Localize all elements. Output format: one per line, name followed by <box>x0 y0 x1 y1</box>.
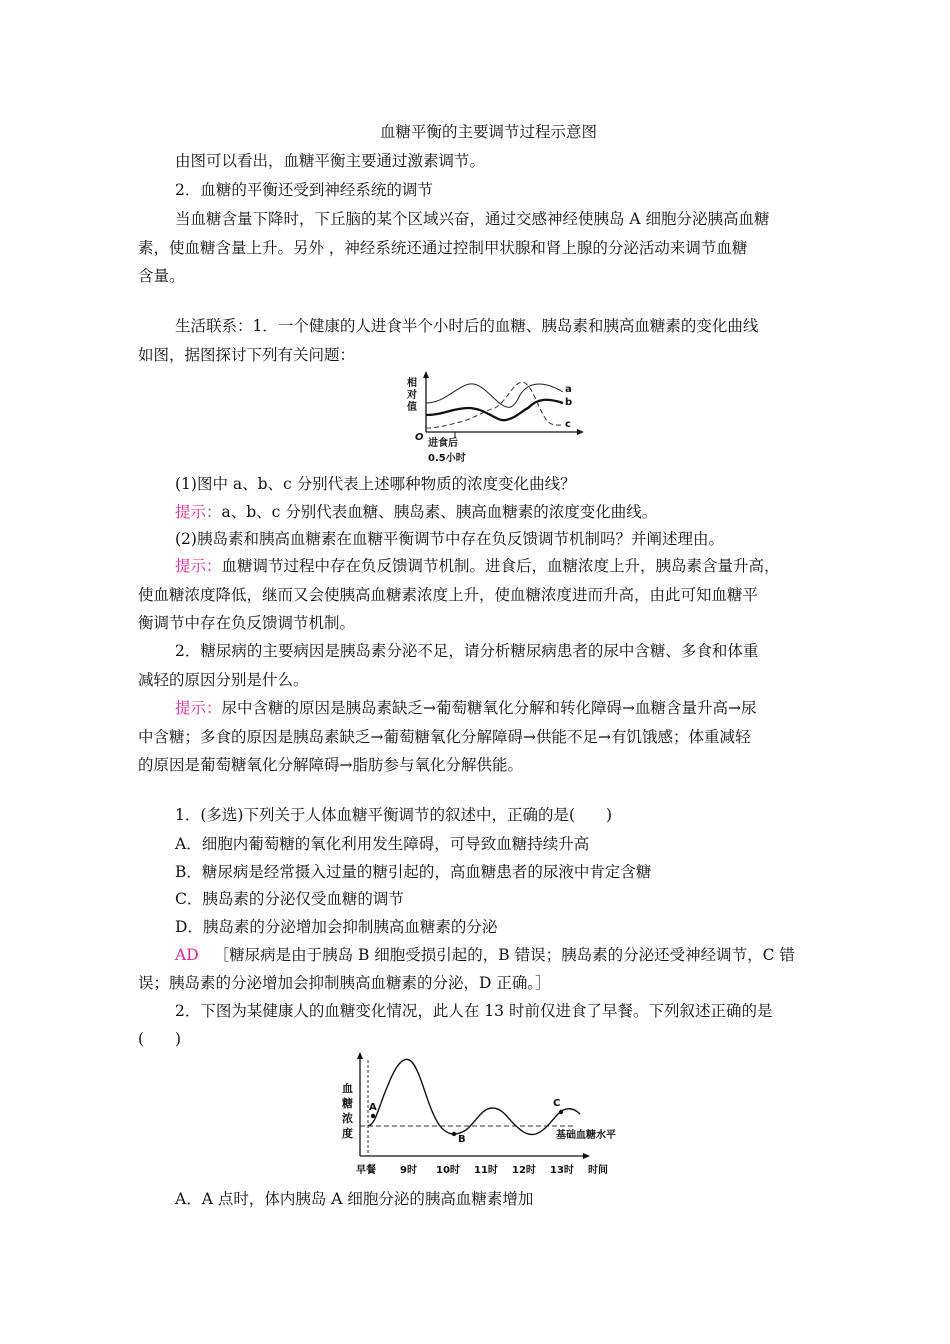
fig2-ylabel-4: 度 <box>342 1127 353 1140</box>
exercise-2-option-a: A．A 点时，体内胰岛 A 细胞分泌的胰高血糖素增加 <box>175 1190 534 1208</box>
exercise-2-stem-1: 2．下图为某健康人的血糖变化情况，此人在 13 时前仅进食了早餐。下列叙述正确的是 <box>175 1002 773 1020</box>
heading-2: 2．血糖的平衡还受到神经系统的调节 <box>175 181 433 199</box>
answer-2-line-3: 衡调节中存在负反馈调节机制。 <box>138 614 356 632</box>
life-link-line-1: 生活联系：1．一个健康的人进食半个小时后的血糖、胰岛素和胰高血糖素的变化曲线 <box>175 317 759 335</box>
question-3-line-2: 减轻的原因分别是什么。 <box>138 671 309 689</box>
fig1-origin: O <box>415 432 424 443</box>
curve-b-label: b <box>565 397 573 408</box>
xtick-13: 13时 <box>550 1165 574 1176</box>
answer-2-line-1 <box>175 556 780 576</box>
answer-3-line-2: 中含糖；多食的原因是胰岛素缺乏→葡萄糖氧化分解障碍→供能不足→有饥饿感；体重减轻 <box>138 728 751 746</box>
fig1-xlabel-2: 0.5小时 <box>428 453 466 464</box>
xtick-12: 12时 <box>512 1165 536 1176</box>
blood-sugar-figure <box>336 1050 626 1180</box>
answer-3-text-1: 尿中含糖的原因是胰岛素缺乏→葡萄糖氧化分解和转化障碍→血糖含量升高→尿 <box>221 699 757 717</box>
answer-3-line-3: 的原因是葡萄糖氧化分解障碍→脂肪参与氧化分解供能。 <box>138 756 523 774</box>
xaxis-time: 时间 <box>588 1165 608 1176</box>
paragraph-2-line-3: 含量。 <box>138 267 185 285</box>
fig1-x-arrow <box>577 429 584 435</box>
exercise-1-option-d: D．胰岛素的分泌增加会抑制胰高血糖素的分泌 <box>175 918 498 936</box>
fig1-xlabel-1: 进食后 <box>428 438 458 449</box>
baseline-label: 基础血糖水平 <box>556 1130 616 1141</box>
answer-1-text: a、b、c 分别代表血糖、胰岛素、胰高血糖素的浓度变化曲线。 <box>221 503 658 521</box>
exercise-1-option-c: C．胰岛素的分泌仅受血糖的调节 <box>175 890 404 908</box>
fig1-ylabel-1: 相 <box>407 378 417 389</box>
answer-2-text-1: 血糖调节过程中存在负反馈调节机制。进食后，血糖浓度上升，胰岛素含量升高， <box>221 557 780 575</box>
answer-3-line-1 <box>175 698 756 718</box>
exercise-1-stem: 1．(多选)下列关于人体血糖平衡调节的叙述中，正确的是( ) <box>175 806 613 824</box>
answer-1 <box>175 502 657 522</box>
point-c-marker <box>559 1110 563 1114</box>
xtick-11: 11时 <box>474 1165 498 1176</box>
exercise-2-stem-2: ( ) <box>138 1030 182 1048</box>
answer-key: AD <box>175 946 199 964</box>
fig2-ylabel-1: 血 <box>342 1082 353 1095</box>
question-1: (1)图中 a、b、c 分别代表上述哪种物质的浓度变化曲线？ <box>175 475 576 493</box>
exercise-1-option-a: A．细胞内葡萄糖的氧化利用发生障碍，可导致血糖持续升高 <box>175 835 590 853</box>
life-link-line-2: 如图，据图探讨下列有关问题： <box>138 346 356 364</box>
exercise-1-answer <box>175 945 795 965</box>
hint-label: 提示： <box>175 699 222 717</box>
paragraph-2-line-1: 当血糖含量下降时，下丘脑的某个区域兴奋，通过交感神经使胰岛 A 细胞分泌胰高血糖 <box>175 210 770 228</box>
fig1-ylabel-3: 值 <box>407 402 417 413</box>
question-2: (2)胰岛素和胰高血糖素在血糖平衡调节中存在负反馈调节机制吗？并阐述理由。 <box>175 530 724 548</box>
fig1-y-arrow <box>423 371 429 378</box>
exercise-1-option-b: B．糖尿病是经常摄入过量的糖引起的，高血糖患者的尿液中肯定含糖 <box>175 863 652 881</box>
xtick-breakfast: 早餐 <box>356 1165 376 1176</box>
curve-a-label: a <box>565 384 572 395</box>
blood-sugar-curve <box>368 1059 580 1134</box>
fig2-ylabel-3: 浓 <box>342 1112 353 1125</box>
curve-a <box>426 384 563 407</box>
paragraph-2-line-2: 素，使血糖含量上升。另外 ，神经系统还通过控制甲状腺和肾上腺的分泌活动来调节血糖 <box>138 239 748 257</box>
curve-c-label: c <box>565 419 571 430</box>
exercise-1-explain-2: 误；胰岛素的分泌增加会抑制胰高血糖素的分泌，D 正确。］ <box>138 974 551 992</box>
fig2-x-arrow <box>583 1153 590 1159</box>
xtick-9: 9时 <box>400 1165 417 1176</box>
question-3-line-1: 2．糖尿病的主要病因是胰岛素分泌不足，请分析糖尿病患者的尿中含糖、多食和体重 <box>175 642 759 660</box>
hint-label: 提示： <box>175 557 222 575</box>
figure-caption: 血糖平衡的主要调节过程示意图 <box>380 123 598 141</box>
explanation-text-1: ［糖尿病是由于胰岛 B 细胞受损引起的，B 错误；胰岛素的分泌还受神经调节，C 错 <box>213 946 795 964</box>
fig1-ylabel-2: 对 <box>407 390 417 401</box>
hormone-curve-figure <box>398 370 588 470</box>
hint-label: 提示： <box>175 503 222 521</box>
point-a-label: A <box>369 1102 377 1113</box>
point-c-label: C <box>553 1098 561 1109</box>
xtick-10: 10时 <box>436 1165 460 1176</box>
fig2-y-arrow <box>357 1052 363 1059</box>
fig2-ylabel-2: 糖 <box>342 1097 353 1110</box>
curve-c <box>426 382 563 428</box>
curve-b <box>426 400 563 420</box>
answer-2-line-2: 使血糖浓度降低，继而又会使胰高血糖素浓度上升，使血糖浓度进而升高，由此可知血糖平 <box>138 586 759 604</box>
point-b-marker <box>452 1132 456 1136</box>
point-b-label: B <box>458 1134 466 1145</box>
point-a-marker <box>371 1114 375 1118</box>
paragraph-1: 由图可以看出，血糖平衡主要通过激素调节。 <box>175 152 486 170</box>
